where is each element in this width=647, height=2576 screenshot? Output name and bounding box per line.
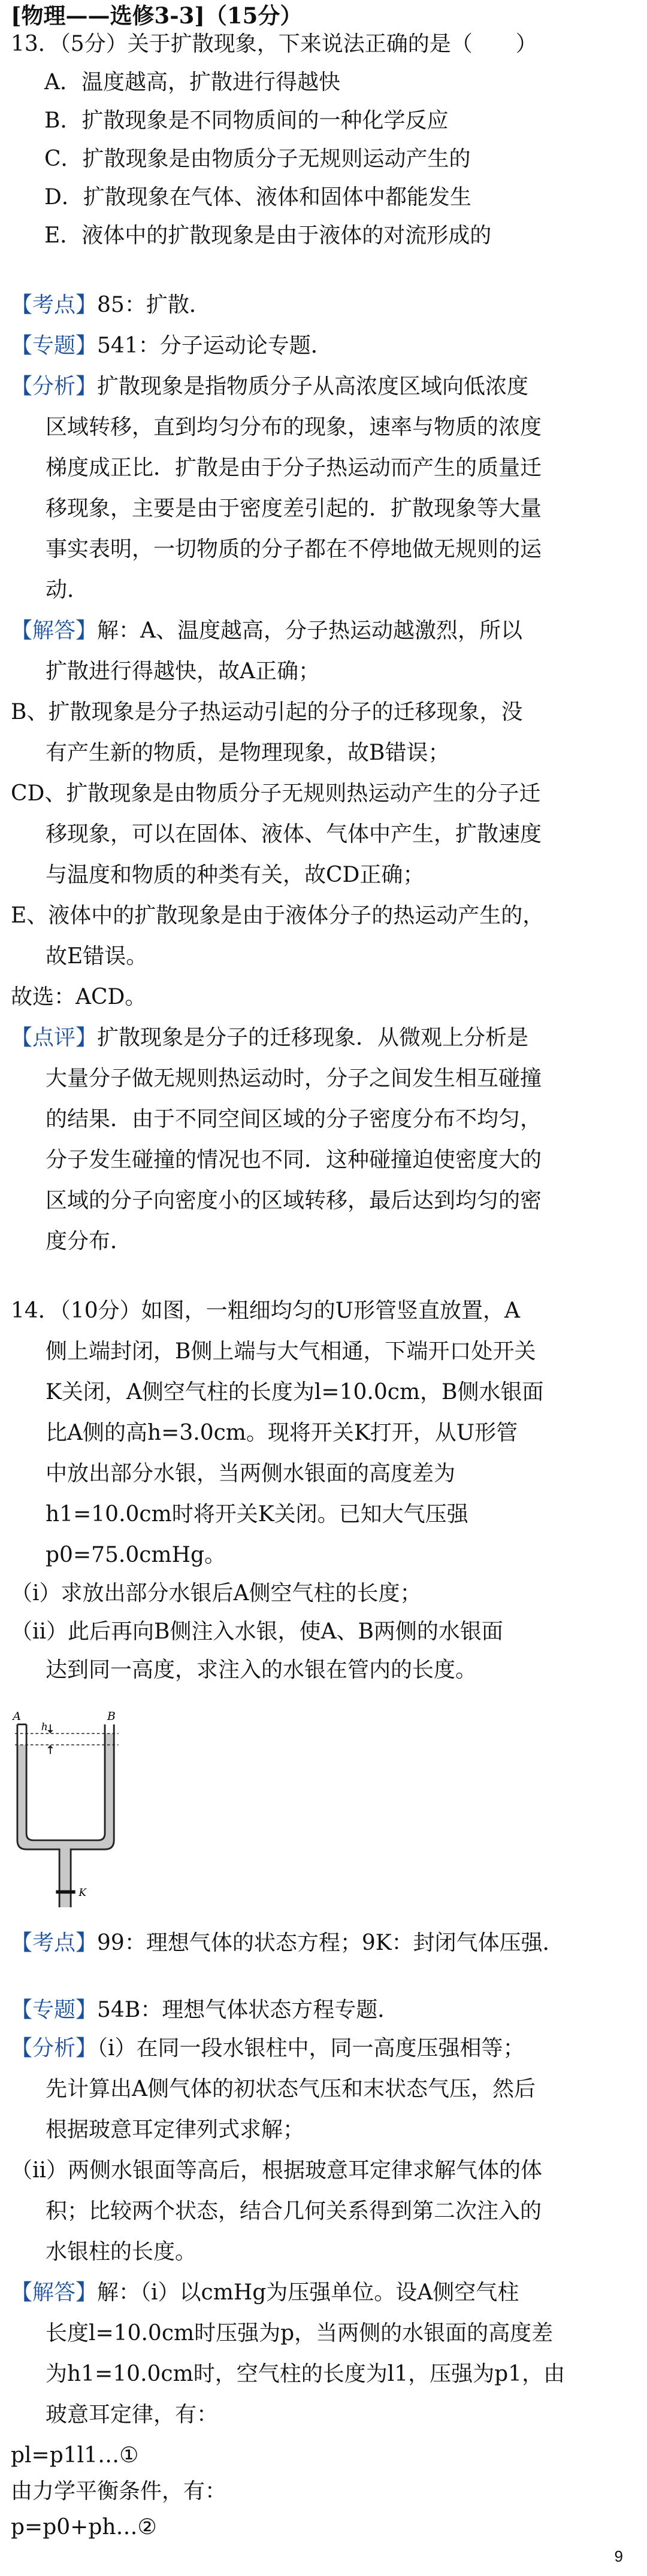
q13-dianping: [11, 1025, 640, 1051]
dianping-line: 分子发生碰撞的情况也不同．这种碰撞迫使密度大的: [46, 1148, 542, 1172]
fenxi-line: 根据玻意耳定律列式求解；: [46, 2117, 305, 2142]
jieda-line: CD、扩散现象是由物质分子无规则热运动产生的分子迁: [11, 781, 541, 806]
q13-option-d: D．扩散现象在气体、液体和固体中都能发生: [44, 185, 471, 210]
zhuanti-text: 54B：理想气体状态方程专题．: [97, 1998, 400, 2022]
jieda-line: 扩散进行得越快，故A正确；: [46, 659, 320, 684]
q14-stem-line: 侧上端封闭，B侧上端与大气相通，下端开口处开关: [46, 1339, 536, 1364]
h-arrow-bottom-head: [47, 1745, 53, 1749]
jieda-line: 故E错误。: [46, 944, 148, 969]
tube-inner: [26, 1724, 105, 1840]
jieda-line: 解：A、温度越高，分子热运动越激烈，所以: [97, 618, 523, 643]
fenxi-line: 事实表明，一切物质的分子都在不停地做无规则的运: [46, 537, 542, 562]
fenxi-line: 扩散现象是指物质分子从高浓度区域向低浓度: [97, 374, 529, 399]
q14-subq-1: （i）求放出部分水银后A侧空气柱的长度；: [11, 1581, 422, 1606]
kaodian-tag: 【考点】: [11, 293, 98, 317]
q13-kaodian: [11, 292, 640, 318]
zhuanti-text: 541：分子运动论专题．: [97, 333, 332, 358]
jieda-line: B、扩散现象是分子热运动引起的分子的迁移现象，没: [11, 700, 523, 724]
jieda-line: E、液体中的扩散现象是由于液体分子的热运动产生的，: [11, 903, 545, 928]
q14-stem-line: 14．（10分）如图，一粗细均匀的U形管竖直放置，A: [11, 1298, 520, 1323]
jieda-line: 与温度和物质的种类有关，故CD正确；: [46, 863, 425, 887]
fenxi-line: 梯度成正比．扩散是由于分子热运动而产生的质量迁: [46, 456, 542, 480]
q14-fenxi: [11, 2035, 640, 2062]
equation-2: p=p0+ph…②: [11, 2515, 157, 2539]
jieda-tag: 【解答】: [11, 2280, 98, 2305]
label-h: h: [41, 1721, 48, 1733]
q14-jieda: [11, 2280, 640, 2306]
q14-zhuanti: [11, 1997, 640, 2023]
q14-stem-line: K关闭，A侧空气柱的长度为l=10.0cm，B侧水银面: [46, 1380, 544, 1404]
dianping-line: 扩散现象是分子的迁移现象．从微观上分析是: [97, 1025, 529, 1050]
zhuanti-tag: 【专题】: [11, 1998, 98, 2022]
mercury: [17, 1734, 114, 1907]
label-b: B: [107, 1709, 116, 1723]
q14-subq-2: （ii）此后再向B侧注入水银，使A、B两侧的水银面: [11, 1619, 503, 1644]
jieda-line: 有产生新的物质，是物理现象，故B错误；: [46, 741, 450, 765]
q13-option-c: C．扩散现象是由物质分子无规则运动产生的: [44, 147, 471, 171]
answer-line: 故选：ACD。: [11, 985, 147, 1009]
q13-option-e: E．液体中的扩散现象是由于液体的对流形成的: [44, 223, 492, 248]
kaodian-tag: 【考点】: [11, 1931, 98, 1955]
fenxi-line: 先计算出A侧气体的初状态气压和末状态气压，然后: [46, 2077, 536, 2101]
equation-1: pl=p1l1…①: [11, 2443, 139, 2468]
dianping-line: 度分布．: [46, 1229, 132, 1254]
q13-jieda: [11, 618, 640, 644]
page-number: 9: [614, 2547, 623, 2565]
fenxi-line: 移现象，主要是由于密度差引起的．扩散现象等大量: [46, 496, 542, 521]
section-title: [物理——选修3-3]（15分）: [11, 2, 303, 29]
kaodian-text: 85：扩散．: [97, 293, 211, 317]
q14-stem-line: h1=10.0cm时将开关K关闭。已知大气压强: [46, 1502, 468, 1527]
jieda-tag: 【解答】: [11, 618, 98, 643]
fenxi-tag: 【分析】: [11, 374, 98, 399]
q13-zhuanti: [11, 333, 640, 359]
dianping-line: 大量分子做无规则热运动时，分子之间发生相互碰撞: [46, 1066, 542, 1091]
q14-kaodian: [11, 1930, 640, 1956]
fenxi-line: （ii）两侧水银面等高后，根据玻意耳定律求解气体的体: [11, 2158, 543, 2183]
q13-option-a: A．温度越高，扩散进行得越快: [44, 70, 340, 95]
zhuanti-tag: 【专题】: [11, 333, 98, 358]
jieda-line: 移现象，可以在固体、液体、气体中产生，扩散速度: [46, 822, 542, 846]
fenxi-line: 积；比较两个状态，结合几何关系得到第二次注入的: [46, 2199, 542, 2223]
valve-k: [56, 1890, 75, 1894]
fenxi-tag: 【分析】: [11, 2036, 98, 2061]
jieda-line: 玻意耳定律，有：: [46, 2402, 219, 2427]
q13-stem: 13．（5分）关于扩散现象，下来说法正确的是（ ）: [11, 32, 537, 56]
dianping-line: 区域的分子向密度小的区域转移，最后达到均匀的密: [46, 1188, 542, 1213]
label-k: K: [78, 1886, 87, 1899]
fenxi-line: 水银柱的长度。: [46, 2240, 197, 2264]
q13-fenxi: [11, 374, 640, 400]
jieda-line: 长度l=10.0cm时压强为p，当两侧的水银面的高度差: [46, 2321, 554, 2346]
q14-stem-line: 比A侧的高h=3.0cm。现将开关K打开，从U形管: [46, 1421, 518, 1445]
q14-subq-2-cont: 达到同一高度，求注入的水银在管内的长度。: [46, 1658, 477, 1682]
fenxi-line: 动．: [46, 578, 89, 602]
q14-stem-line: p0=75.0cmHg。: [46, 1543, 226, 1567]
jieda-line: 为h1=10.0cm时，空气柱的长度为l1，压强为p1，由: [46, 2362, 566, 2386]
u-tube-figure: [6, 1707, 138, 1929]
dianping-line: 的结果．由于不同空间区域的分子密度分布不均匀，: [46, 1107, 542, 1131]
dianping-tag: 【点评】: [11, 1025, 98, 1050]
jieda-line: 由力学平衡条件，有：: [11, 2479, 227, 2504]
kaodian-text: 99：理想气体的状态方程；9K：封闭气体压强．: [97, 1931, 564, 1955]
jieda-line: 解：（i）以cmHg为压强单位。设A侧空气柱: [97, 2280, 519, 2305]
q13-option-b: B．扩散现象是不同物质间的一种化学反应: [44, 108, 449, 133]
h-arrow-top-head: [47, 1730, 53, 1734]
fenxi-line: （i）在同一段水银柱中，同一高度压强相等；: [97, 2036, 525, 2061]
fenxi-line: 区域转移，直到均匀分布的现象，速率与物质的浓度: [46, 415, 542, 439]
q14-stem-line: 中放出部分水银，当两侧水银面的高度差为: [46, 1461, 456, 1486]
label-a: A: [13, 1709, 22, 1723]
